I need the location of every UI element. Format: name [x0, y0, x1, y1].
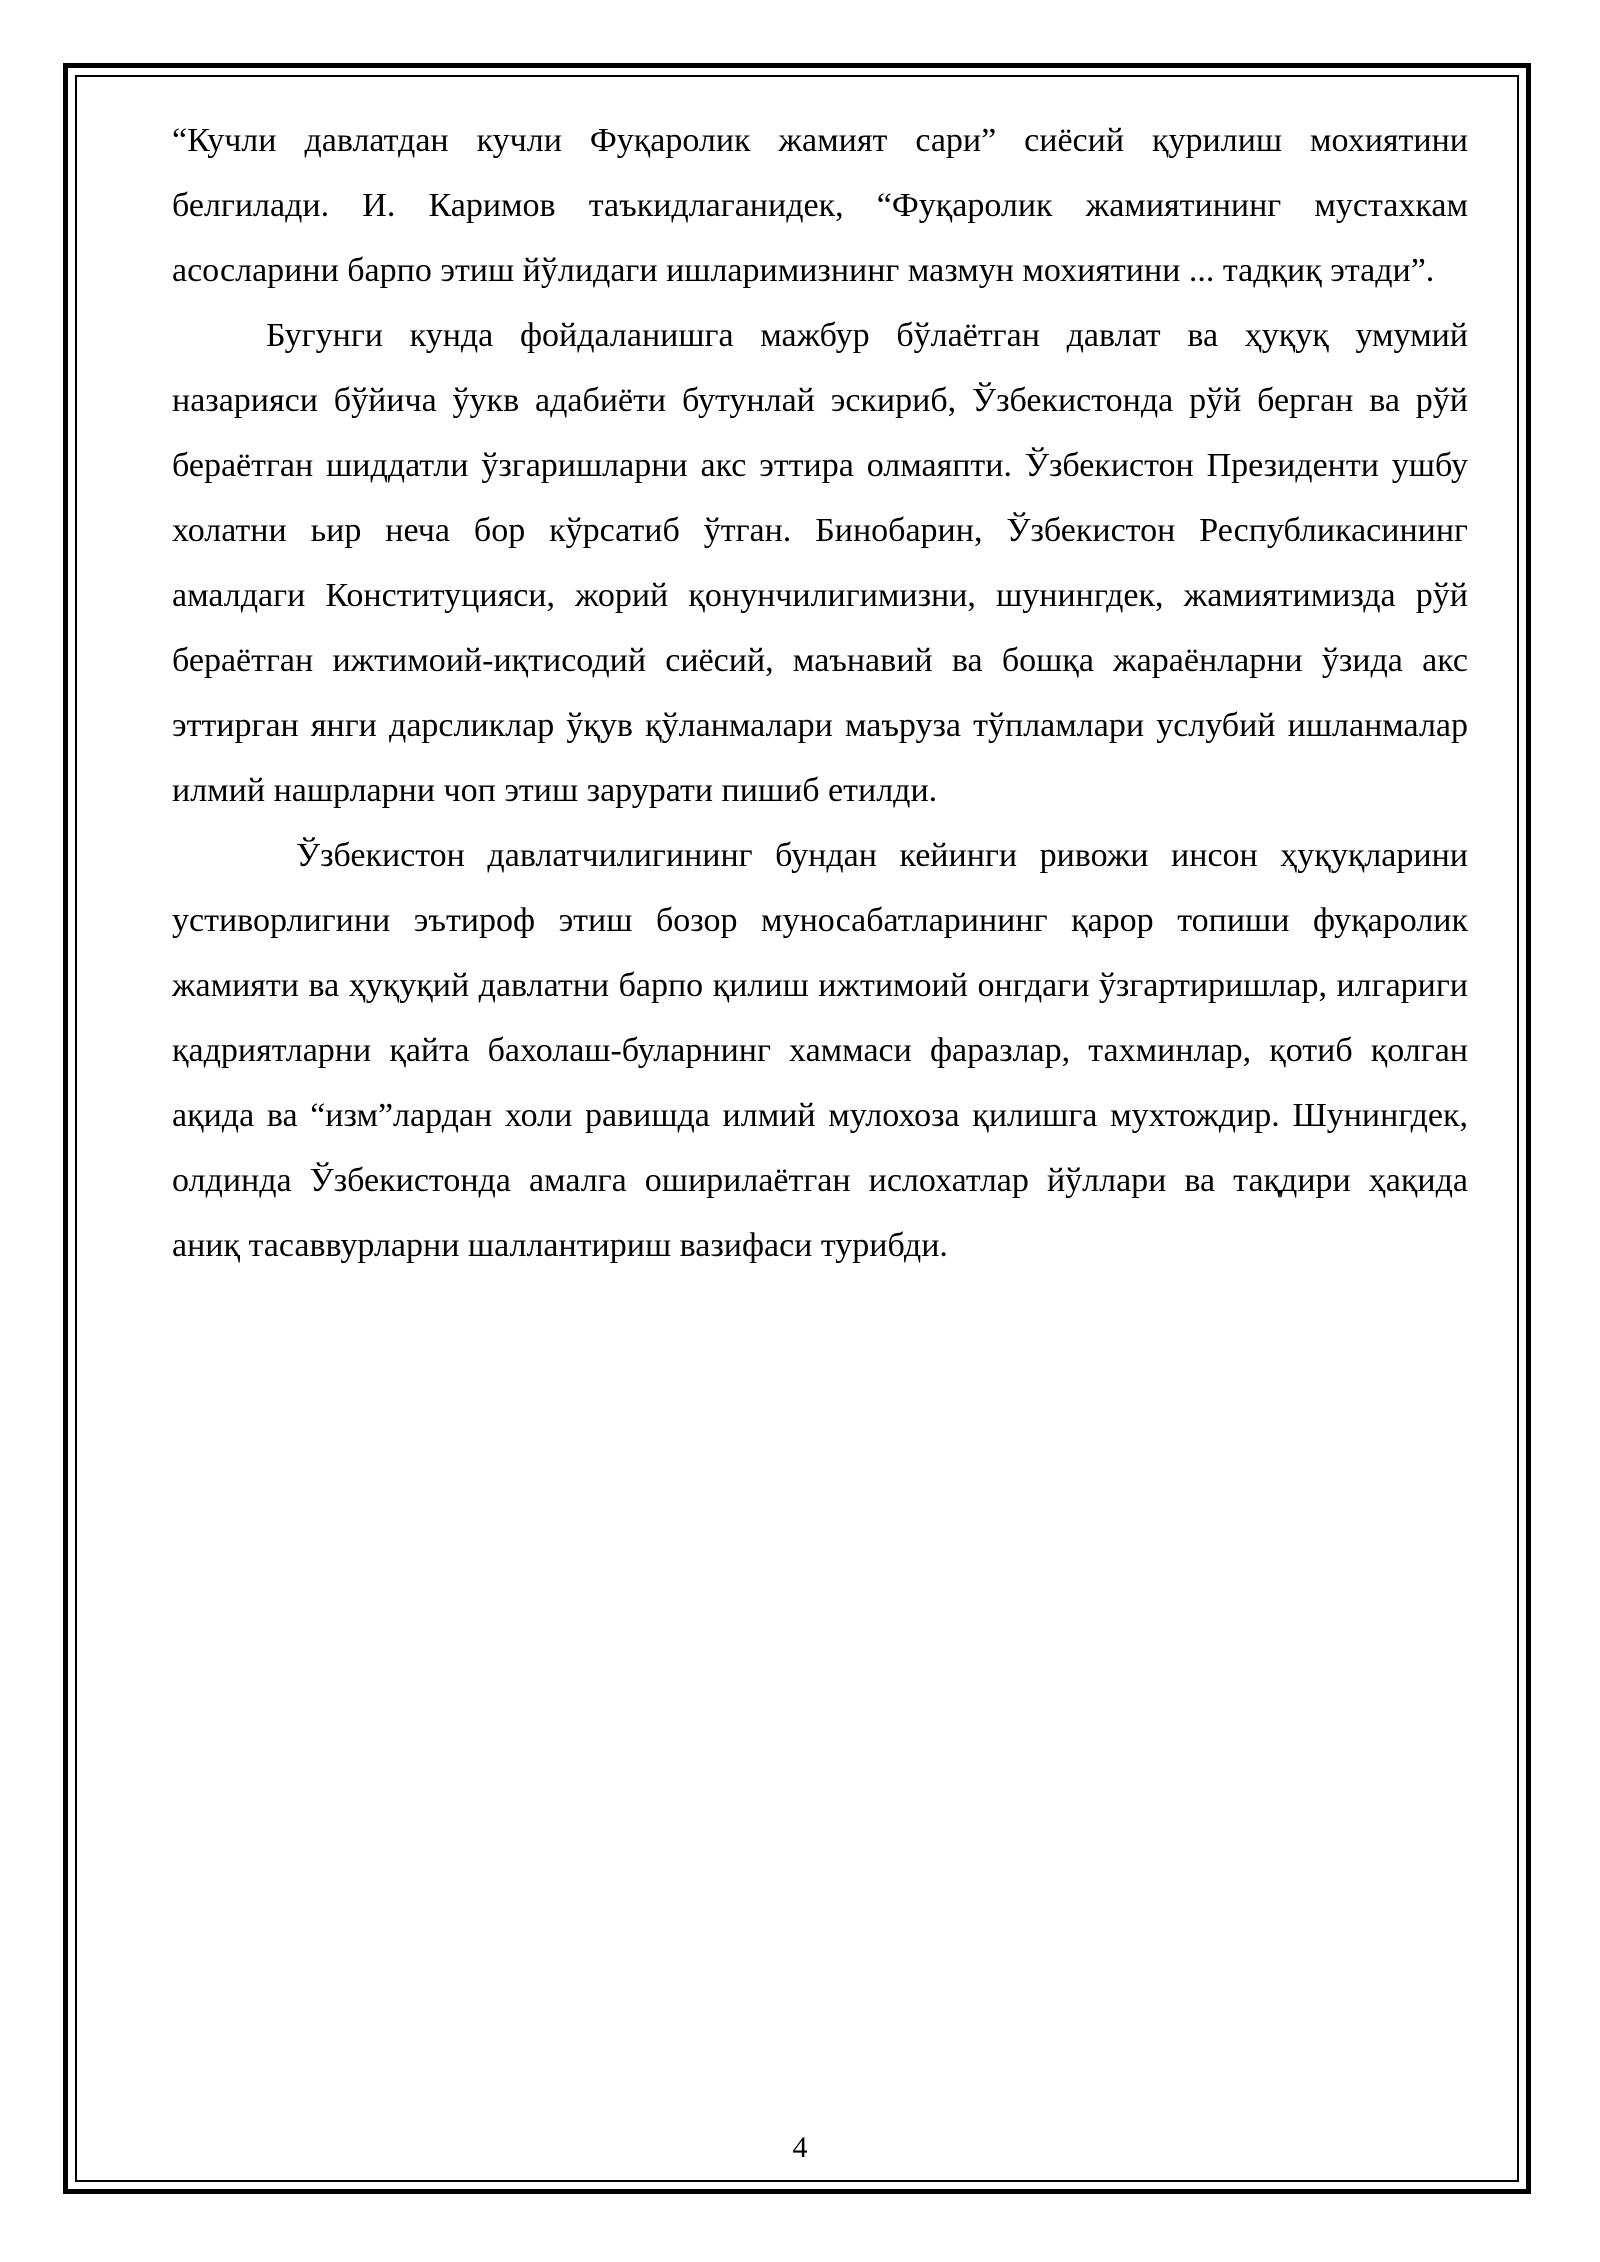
paragraph-3: Ўзбекистон давлатчилигининг бундан кейинги ривожи инсон ҳуқуқларини устиворлигини эътироф этиш бозор муносабатларининг қарор топиши фуқаролик жамияти ва ҳуқуқий давлатни барпо қилиш ижтимоий онгдаги ўзгартиришлар, илгариги қадриятларни қайта бахолаш-буларнинг хаммаси фаразлар, тахминлар, қотиб қолган ақида ва “изм”лардан холи равишда илмий мулохоза қилишга мухтождир. Шунингдек, олдинда Ўзбекистонда амалга оширилаётган ислохатлар йўллари ва тақдири ҳақида аниқ тасаввурларни шаллантириш вазифаси турибди.: [172, 837, 1468, 1264]
paragraph-2: Бугунги кунда фойдаланишга мажбур бўлаётган давлат ва ҳуқуқ умумий назарияси бўйича ўукв адабиёти бутунлай эскириб, Ўзбекистонда рўй берган ва рўй бераётган шиддатли ўзгаришларни акс эттира олмаяпти. Ўзбекистон Президенти ушбу холатни ьир неча бор кўрсатиб ўтган. Бинобарин, Ўзбекистон Республикасининг амалдаги Конституцияси, жорий қонунчилигимизни, шунингдек, жамиятимизда рўй бераётган ижтимоий-иқтисодий сиёсий, маънавий ва бошқа жараёнларни ўзида акс эттирган янги дарсликлар ўқув қўланмалари маъруза тўпламлари услубий ишланмалар илмий нашрларни чоп этиш зарурати пишиб етилди.: [172, 317, 1468, 809]
document-body: [172, 108, 1468, 1278]
page-number: 4: [792, 2131, 808, 2164]
paragraph-1: “Кучли давлатдан кучли Фуқаролик жамият сари” сиёсий қурилиш мохиятини белгилади. И. Каримов таъкидлаганидек, “Фуқаролик жамиятининг мустахкам асосларини барпо этиш йўлидаги ишларимизнинг мазмун мохиятини ... тадқиқ этади”.: [172, 122, 1468, 289]
